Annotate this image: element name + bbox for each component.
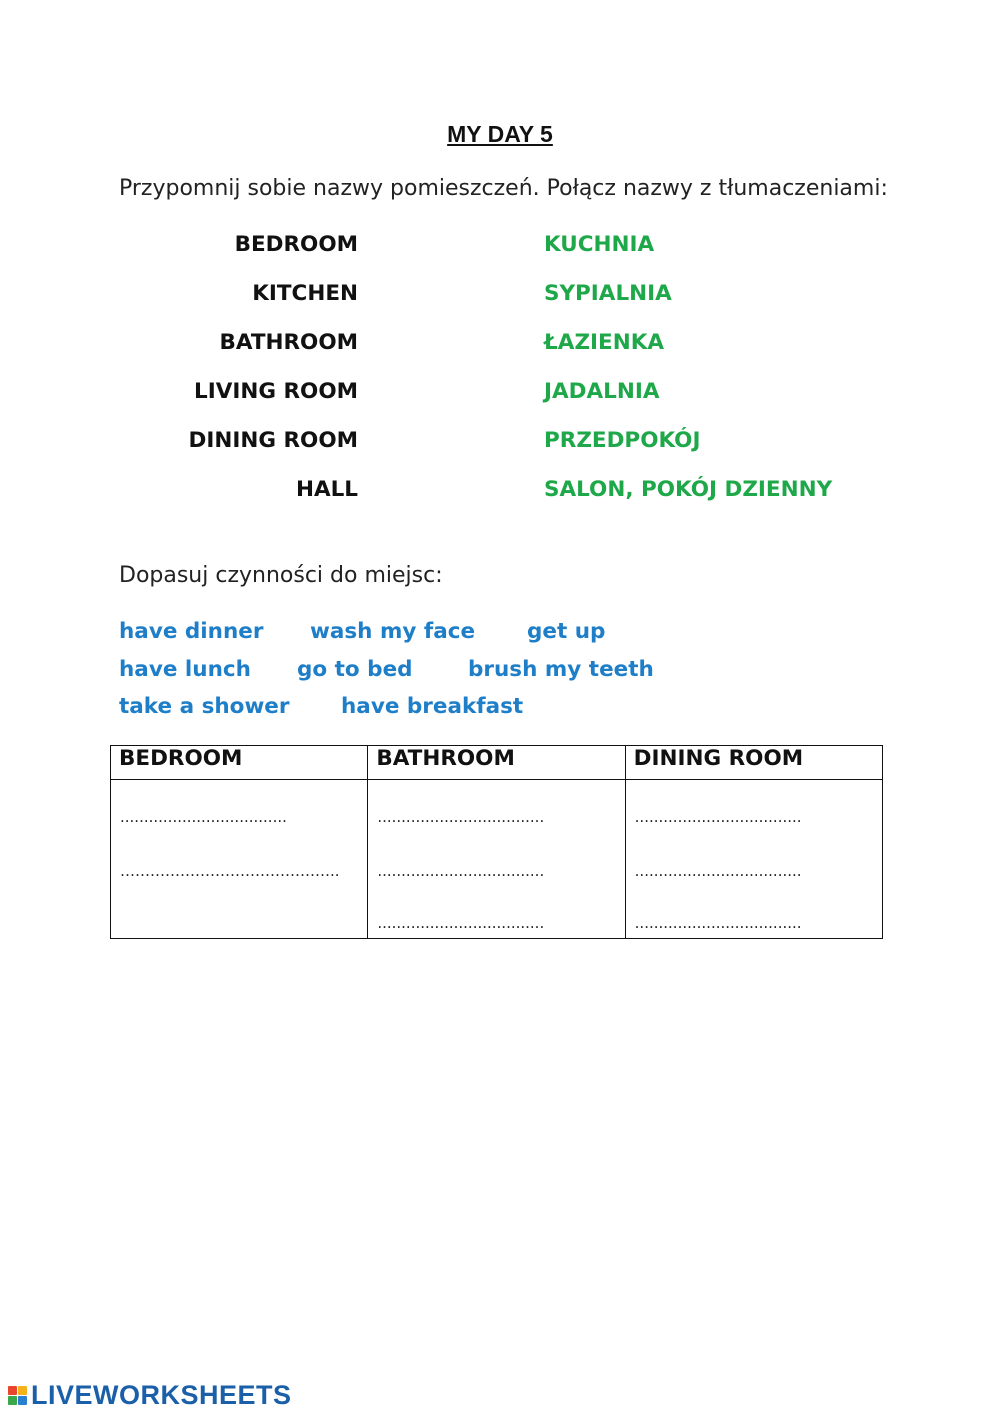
polish-translation: SYPIALNIA [544,281,672,306]
polish-translation: KUCHNIA [544,232,655,257]
answer-blank[interactable]: ................................... [377,862,545,880]
polish-translation: SALON, POKÓJ DZIENNY [544,477,833,502]
answer-blank[interactable]: ................................... [634,914,802,932]
activity-word: wash my face [310,619,476,644]
activity-word: get up [527,619,606,644]
english-word: BATHROOM [219,330,358,355]
liveworksheets-logo-icon [8,1386,27,1405]
activity-word: brush my teeth [468,657,654,682]
instruction-match-activities: Dopasuj czynności do miejsc: [119,563,443,588]
instruction-match-names: Przypomnij sobie nazwy pomieszczeń. Połącz nazwy z tłumaczeniami: [119,176,888,201]
activity-word: go to bed [297,657,413,682]
dining-room-answer-cell [625,780,882,939]
polish-translation: PRZEDPOKÓJ [544,428,701,453]
rooms-table [110,745,883,939]
polish-translation: JADALNIA [544,379,660,404]
liveworksheets-logo[interactable] [8,1380,292,1410]
answer-blank[interactable]: …………………………………….. [120,862,340,880]
english-word: BEDROOM [234,232,358,257]
bedroom-answer-cell [111,780,368,939]
answer-blank[interactable]: ................................... [377,808,545,826]
activity-word: have breakfast [341,694,524,719]
activity-word: take a shower [119,694,290,719]
page-title: MY DAY 5 [447,121,553,147]
activity-word: have lunch [119,657,251,682]
column-header-dining-room: DINING ROOM [625,746,882,780]
polish-translation: ŁAZIENKA [544,330,665,355]
english-word: HALL [295,477,358,502]
logo-text: LIVEWORKSHEETS [31,1379,292,1410]
column-header-bathroom: BATHROOM [368,746,625,780]
answer-blank[interactable]: ................................... [634,808,802,826]
english-word: DINING ROOM [188,428,358,453]
english-word: LIVING ROOM [194,379,358,404]
answer-blank[interactable]: ................................... [634,862,802,880]
column-header-bedroom: BEDROOM [111,746,368,780]
answer-blank[interactable]: ................................... [377,914,545,932]
activity-word: have dinner [119,619,264,644]
bathroom-answer-cell [368,780,625,939]
answer-blank[interactable]: ................................... [120,808,287,826]
english-word: KITCHEN [252,281,358,306]
